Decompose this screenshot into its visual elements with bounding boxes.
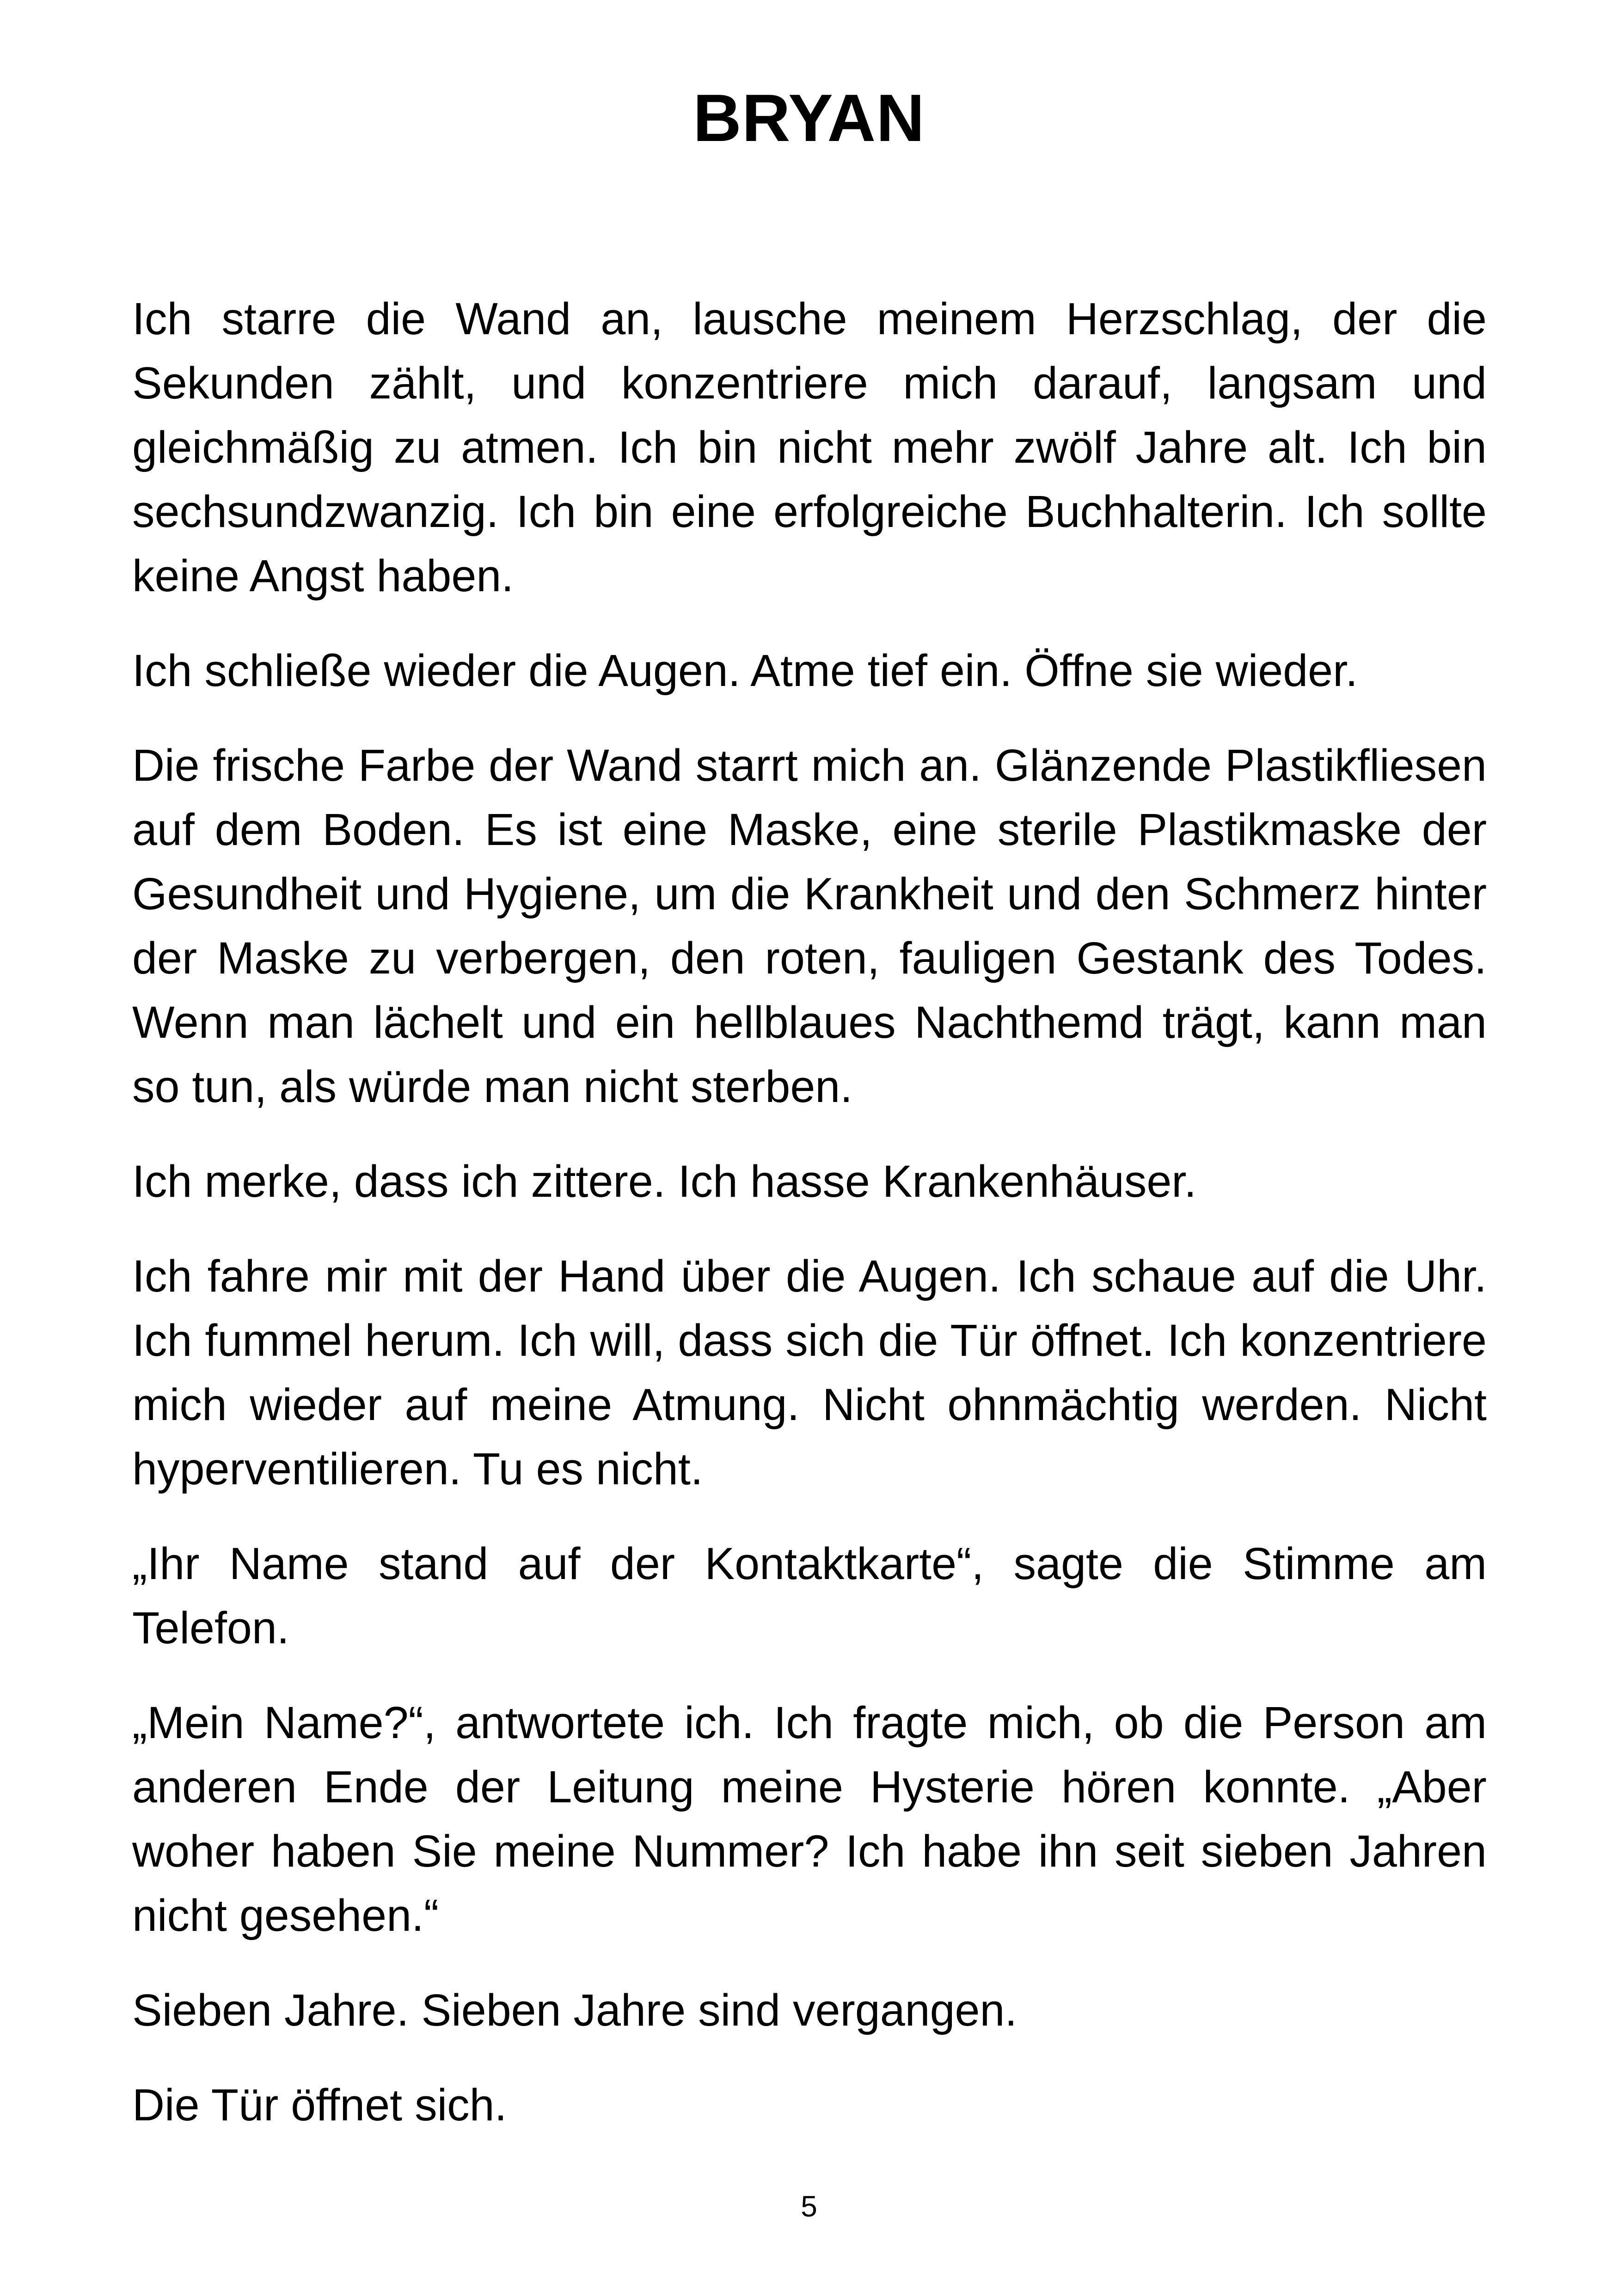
chapter-title: BRYAN (693, 80, 925, 155)
paragraph: Ich fahre mir mit der Hand über die Augen. Ich schaue auf die Uhr. Ich fummel herum. Ich will, dass sich die Tür öffnet. Ich konzentriere mich wieder auf meine Atmung. Nicht ohnmächtig werden. Nicht hyperventilieren. Tu es nicht. (132, 1251, 1487, 1494)
paragraph: Ich schließe wieder die Augen. Atme tief ein. Öffne sie wieder. (132, 645, 1358, 696)
chapter-body (132, 287, 1487, 2167)
paragraph: „Ihr Name stand auf der Kontaktkarte“, sagte die Stimme am Telefon. (132, 1538, 1487, 1653)
page-number: 5 (801, 2190, 817, 2223)
paragraph: Ich merke, dass ich zittere. Ich hasse Krankenhäuser. (132, 1156, 1197, 1206)
paragraph: Die Tür öffnet sich. (132, 2080, 507, 2130)
paragraph: Sieben Jahre. Sieben Jahre sind vergangen. (132, 1985, 1017, 2035)
paragraph: „Mein Name?“, antwortete ich. Ich fragte mich, ob die Person am anderen Ende der Leitung meine Hysterie hören konnte. „Aber woher haben Sie meine Nummer? Ich habe ihn seit sieben Jahren nicht gesehen.“ (132, 1697, 1487, 1941)
paragraph: Die frische Farbe der Wand starrt mich an. Glänzende Plastikfliesen auf dem Boden. Es ist eine Maske, eine sterile Plastikmaske der Gesundheit und Hygiene, um die Krankheit und den Schmerz hinter der Maske zu verbergen, den roten, fauligen Gestank des Todes. Wenn man lächelt und ein hellblaues Nachthemd trägt, kann man so tun, als würde man nicht sterben. (132, 740, 1487, 1112)
paragraph: Ich starre die Wand an, lausche meinem Herzschlag, der die Sekunden zählt, und konzentriere mich darauf, langsam und gleichmäßig zu atmen. Ich bin nicht mehr zwölf Jahre alt. Ich bin sechsundzwanzig. Ich bin eine erfolgreiche Buchhalterin. Ich sollte keine Angst haben. (132, 294, 1487, 601)
